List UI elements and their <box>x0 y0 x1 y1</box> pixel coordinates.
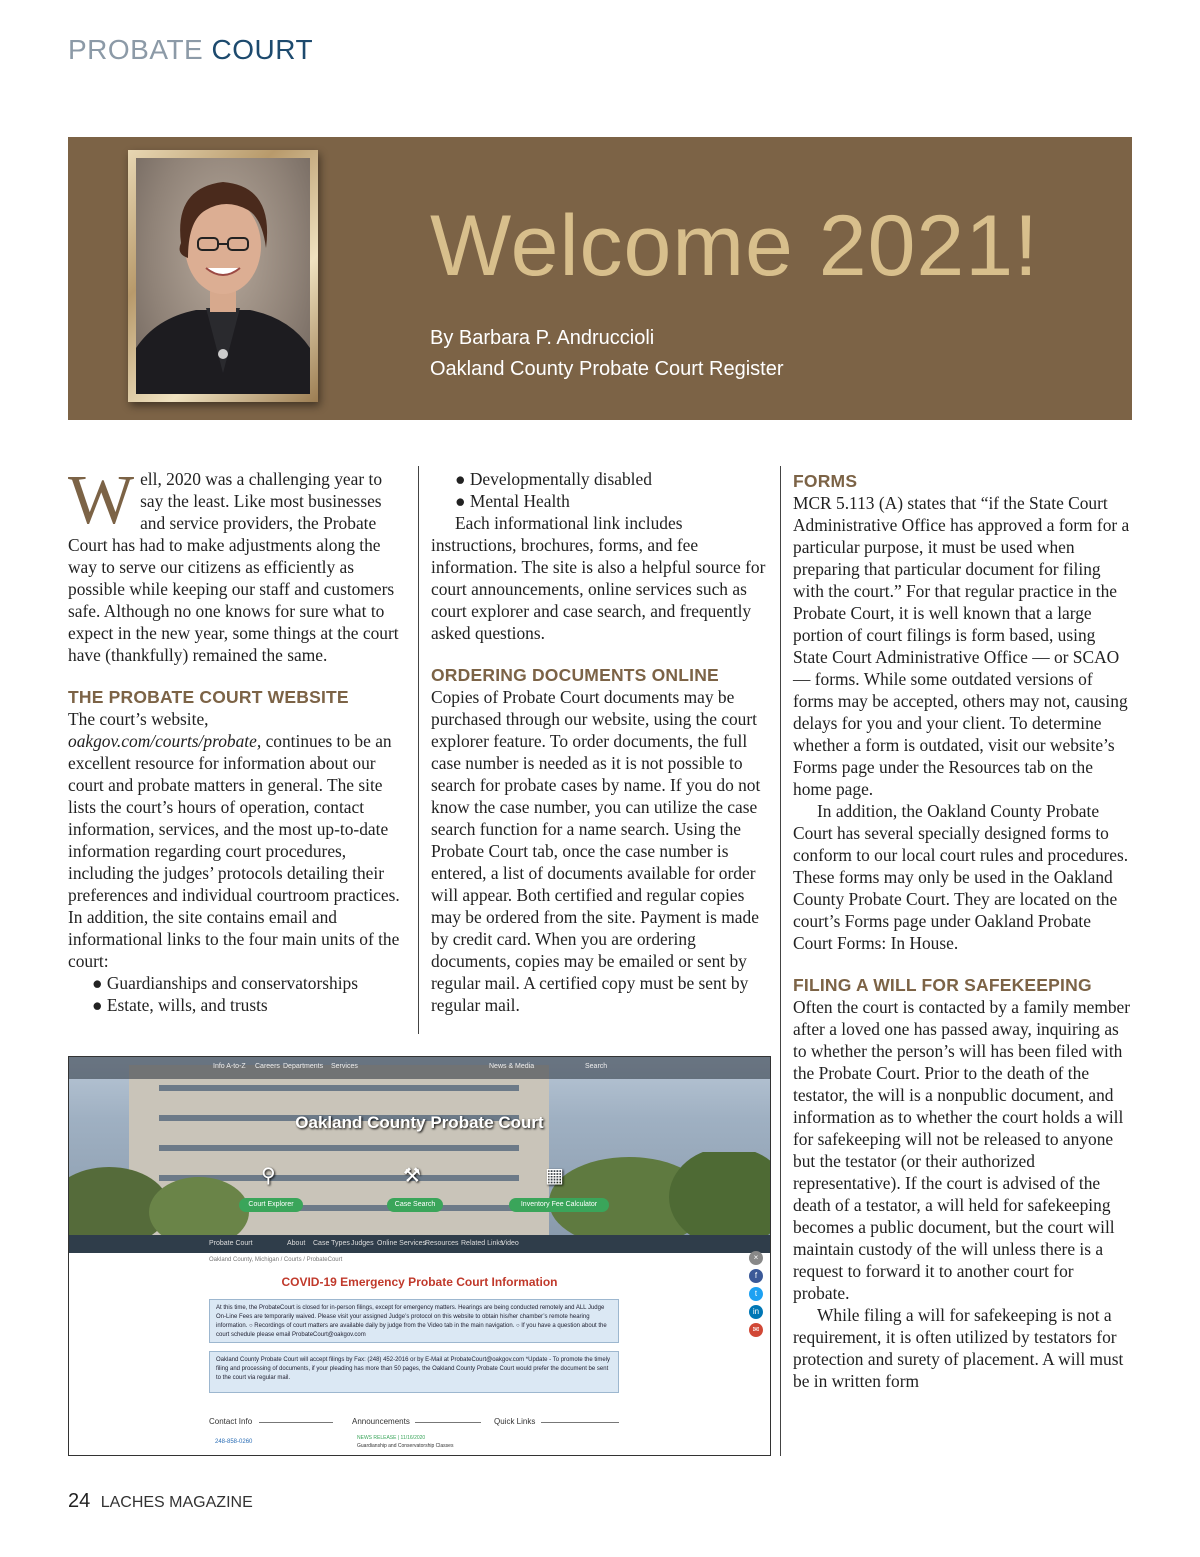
twitter-icon[interactable]: t <box>749 1287 763 1301</box>
website-screenshot <box>68 1056 771 1456</box>
calculator-icon: ▦ <box>545 1165 564 1187</box>
ordering-heading: ORDERING DOCUMENTS ONLINE <box>431 665 719 685</box>
topnav-item[interactable]: Careers <box>255 1063 280 1070</box>
section-label-court: COURT <box>211 34 314 65</box>
fee-calculator-button[interactable]: Inventory Fee Calculator <box>509 1198 609 1212</box>
publication-name: LACHES MAGAZINE <box>100 1494 253 1511</box>
divider <box>259 1422 333 1423</box>
email-icon[interactable]: ✉ <box>749 1323 763 1337</box>
phone-link[interactable]: 248-858-0260 <box>215 1439 253 1445</box>
topnav-item[interactable]: News & Media <box>489 1063 535 1070</box>
news-item[interactable]: Guardianship and Conservatorship Classes <box>357 1443 454 1449</box>
website-text: The court’s website, <box>68 709 209 729</box>
byline-title: Oakland County Probate Court Register <box>430 358 784 380</box>
article-column-1 <box>68 462 400 1016</box>
search-icon: ⚲ <box>261 1165 276 1187</box>
subnav-item[interactable]: Online Services <box>377 1240 427 1247</box>
subnav-item[interactable]: About <box>287 1240 306 1247</box>
article-column-3 <box>793 470 1132 1392</box>
hero-image <box>69 1057 770 1235</box>
forms-heading: FORMS <box>793 471 858 491</box>
subnav-item[interactable]: Video <box>501 1240 519 1247</box>
ordering-paragraph: Copies of Probate Court documents may be purchased through our website, using the court explorer feature. To order documents, the full case number is needed as it is not possible to search for probate cases by name. If you do not know the case number, you can utilize the case search function for a name search. Using the Probate Court tab, once the case number is entered, a list of documents available for order will appear. Both certified and regular copies may be ordered from the site. Payment is made by credit card. When you are ordering documents, copies may be emailed or sent by regular mail. A certified copy must be sent by regular mail. <box>431 687 761 1015</box>
site-sub-nav <box>69 1235 770 1253</box>
subnav-item[interactable]: Related Links <box>461 1240 504 1247</box>
topnav-search[interactable]: Search <box>585 1063 608 1070</box>
bullet-item: ● Mental Health <box>455 491 570 511</box>
article-headline: Welcome 2021! <box>430 198 1039 294</box>
article-column-2 <box>431 468 769 1016</box>
byline <box>430 323 784 385</box>
covid-notice: At this time, the ProbateCourt is closed for in-person filings, except for emergency matters. Hearings are being conducted remotely and ALL Judge On-Line Fees are temporarily waived. Please visit your assigned Judge’s protocol on this website to obtain his/her chamber’s remote hearing information. ○ Recordings of court matters are available daily by judge from the Video tab in the main navigation. ○ If you have a question about the court schedule please email ProbateCourt@oakgov.com <box>209 1299 619 1343</box>
intro-text: ell, 2020 was a challenging year to say the least. Like most businesses and service providers, the Probate Court has had to make adjustments along the way to serve our citizens as efficiently as possible while keeping our staff and customers safe. Although no one knows for sure what to expect in the new year, some things at the court have (thankfully) remained the same. <box>68 469 399 665</box>
will-heading: FILING A WILL FOR SAFEKEEPING <box>793 975 1092 995</box>
page-number: 24 <box>68 1490 91 1512</box>
will-paragraph: Often the court is contacted by a family member after a loved one has passed away, inquiring as to whether the person’s will has been filed with the Probate Court. Prior to the death of the testator, the will is a nonpublic document, and information as to whether the court holds a will for safekeeping will not be released to anyone but the testator (or their authorized representative). If the court is advised of the death of a testator, a will held for safekeeping becomes a public document, but the court will maintain custody of the will unless there is a request to forward it to another court for probate. <box>793 997 1131 1303</box>
drop-cap: W <box>68 462 135 539</box>
covid-title: COVID-19 Emergency Probate Court Information <box>281 1275 558 1289</box>
divider <box>541 1422 619 1423</box>
page-footer <box>68 1490 253 1513</box>
author-portrait <box>136 158 310 394</box>
filing-notice: Oakland County Probate Court will accept filings by Fax: (248) 452-2016 or by E-Mail at ProbateCourt@oakgov.com *Update - To promote the timely filing and processing of documents, if your pleading has more than 50 pages, the Oakland County Probate Court would prefer the document be sent to the court via regular mail. <box>209 1351 619 1393</box>
case-search-button[interactable]: Case Search <box>387 1198 443 1212</box>
forms-paragraph: MCR 5.113 (A) states that “if the State Court Administrative Office has approved a form for a particular purpose, it must be used when preparing that particular document for filing with the court.” For that regular practice in the Probate Court, it is well known that a large portion of court filings is form based, using State Court Administrative Office — or SCAO — forms. While some outdated versions of forms may be accepted, others may not, causing delays for you and your client. To determine whether a form is outdated, visit our website’s Forms page under the Resources tab on the home page. <box>793 493 1130 799</box>
intro-paragraph <box>68 462 400 666</box>
subnav-item[interactable]: Case Types <box>313 1240 350 1247</box>
topnav-item[interactable]: Info A-to-Z <box>213 1063 246 1070</box>
column-divider <box>418 466 419 1034</box>
footer-contact-title: Contact Info <box>209 1417 253 1426</box>
topnav-item[interactable]: Services <box>331 1063 358 1070</box>
bullet-item: ● Developmentally disabled <box>455 469 652 489</box>
bullet-item: ● Guardianships and conservatorships <box>92 973 358 993</box>
facebook-icon[interactable]: f <box>749 1269 763 1283</box>
website-heading: THE PROBATE COURT WEBSITE <box>68 687 349 707</box>
footer-quicklinks-title: Quick Links <box>494 1417 536 1426</box>
section-header <box>68 34 313 66</box>
site-top-nav <box>69 1057 770 1079</box>
subnav-item[interactable]: Judges <box>351 1240 374 1247</box>
court-explorer-button[interactable]: Court Explorer <box>239 1198 303 1212</box>
news-release-label: NEWS RELEASE | 11/16/2020 <box>357 1435 426 1441</box>
website-text-cont: continues to be an excellent resource for information about our court and probate matters in general. The site lists the court’s hours of operation, contact information, services, and the most up-to-date information regarding court procedures, including the judges’ protocols detailing their preferences and individual courtroom practices. In addition, the site contains email and informational links to the four main units of the court: <box>68 731 400 971</box>
forms-paragraph-2: In addition, the Oakland County Probate Court has several specially designed forms to conform to our local court rules and procedures. These forms may only be used in the Oakland County Probate Court. They are located on the court’s Forms page under Oakland Probate Court Forms: In House. <box>793 801 1129 953</box>
author-portrait-frame <box>128 150 318 402</box>
section-label-probate: PROBATE <box>68 34 204 65</box>
divider <box>415 1422 481 1423</box>
byline-author: By Barbara P. Andruccioli <box>430 327 655 349</box>
website-link[interactable]: oakgov.com/courts/probate, <box>68 731 262 751</box>
gavel-icon: ⚒ <box>403 1165 421 1187</box>
website-paragraph <box>68 708 400 972</box>
footer-announcements-title: Announcements <box>352 1417 410 1426</box>
breadcrumb: Oakland County, Michigan / Courts / ProbateCourt <box>209 1257 343 1263</box>
subnav-item[interactable]: Resources <box>425 1240 459 1247</box>
article-banner <box>68 137 1132 420</box>
column-divider <box>780 466 781 1456</box>
bullet-item: ● Estate, wills, and trusts <box>92 995 268 1015</box>
linkedin-icon[interactable]: in <box>749 1305 763 1319</box>
will-paragraph-2: While filing a will for safekeeping is not a requirement, it is often utilized by testators for protection and surety of placement. A will must be in written form <box>793 1305 1124 1391</box>
links-paragraph: Each informational link includes instructions, brochures, forms, and fee information. The site is also a helpful source for court announcements, online services such as court explorer and case search, and frequently asked questions. <box>431 513 766 643</box>
topnav-item[interactable]: Departments <box>283 1063 324 1070</box>
subnav-item[interactable]: Probate Court <box>209 1240 253 1247</box>
site-title: Oakland County Probate Court <box>295 1113 544 1132</box>
close-icon[interactable]: × <box>749 1251 763 1265</box>
